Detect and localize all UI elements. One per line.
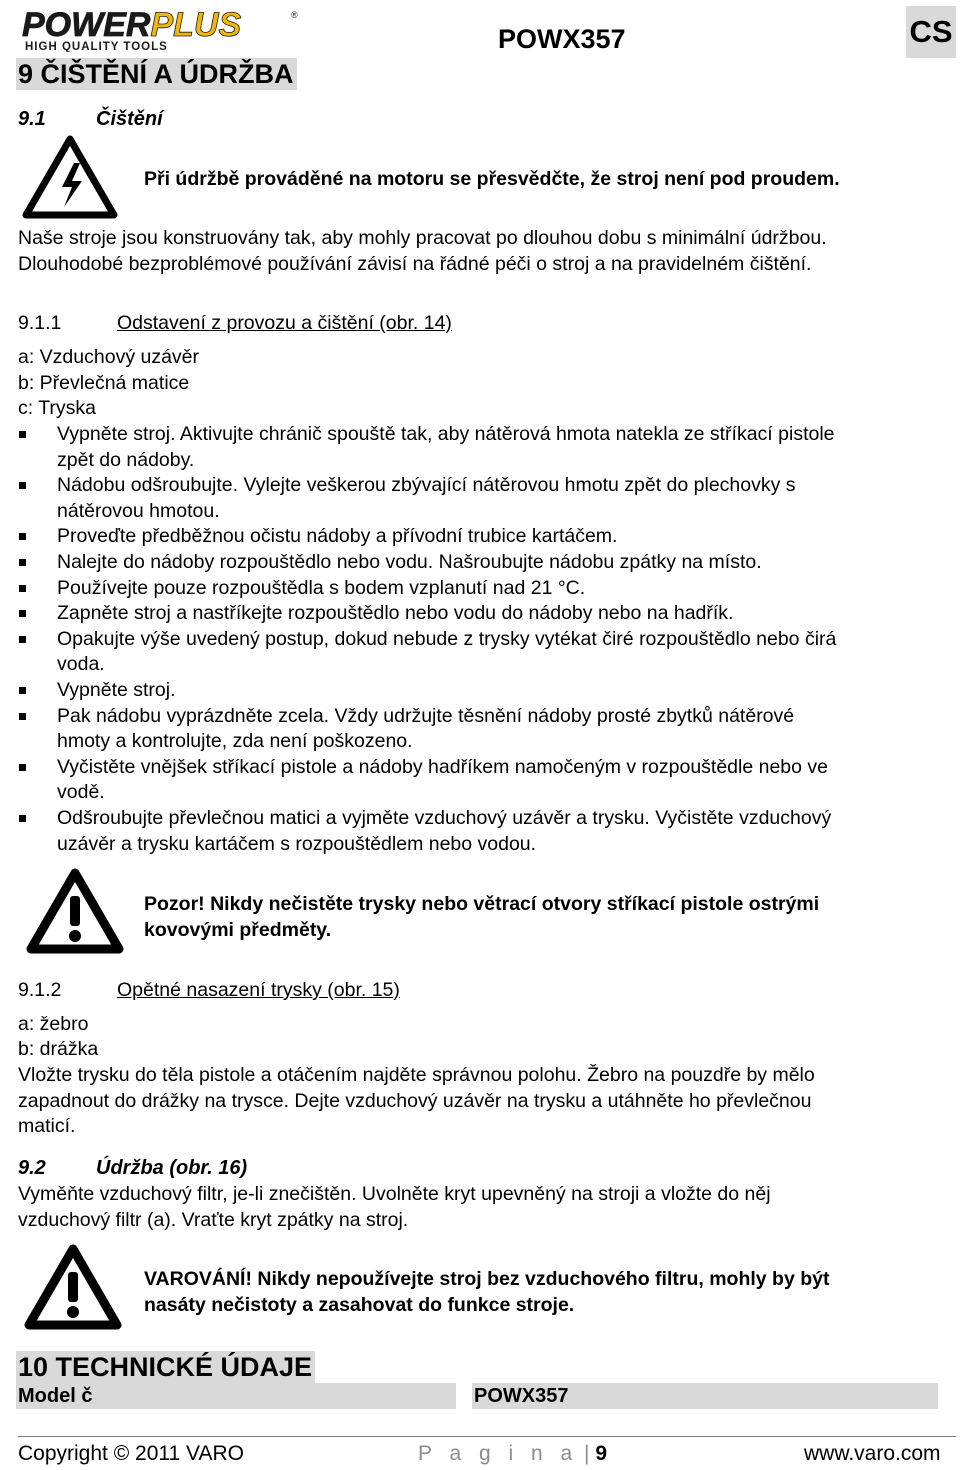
bullet-icon bbox=[19, 559, 26, 566]
subsection-9-1-2-heading bbox=[18, 978, 400, 1004]
warning-sharp-objects-line-1: Pozor! Nikdy nečistěte trysky nebo větrací otvory stříkací pistole ostrými bbox=[144, 893, 820, 915]
list-item-line: Vypněte stroj. bbox=[57, 678, 176, 701]
powerplus-logo bbox=[22, 6, 302, 52]
maintenance-text-line-2: vzduchový filtr (a). Vraťte kryt zpátky na stroj. bbox=[18, 1209, 409, 1231]
spec-label-model: Model č bbox=[16, 1383, 456, 1409]
bullet-icon bbox=[19, 636, 26, 643]
svg-text:®: ® bbox=[291, 10, 298, 20]
logo-graphic bbox=[22, 6, 302, 52]
subsection-9-1-heading bbox=[18, 108, 163, 131]
list-item-line: voda. bbox=[57, 653, 105, 676]
list-item bbox=[18, 627, 958, 678]
subsection-number: 9.2 bbox=[18, 1157, 46, 1179]
bullet-icon bbox=[19, 431, 26, 438]
list-item bbox=[18, 755, 958, 806]
list-item-line: Nádobu odšroubujte. Vylejte veškerou zbývající nátěrovou hmotu zpět do plechovky s bbox=[57, 474, 796, 497]
label-b: b: Převlečná matice bbox=[18, 372, 190, 394]
warning-sharp-objects-line-2: kovovými předměty. bbox=[144, 919, 332, 941]
nozzle-text-line-1: Vložte trysku do těla pistole a otáčením najděte správnou polohu. Žebro na pouzdře by mělo bbox=[18, 1064, 815, 1086]
maintenance-text-line-1: Vyměňte vzduchový filtr, je-li znečištěn. Uvolněte kryt upevněný na stroji a vložte do něj bbox=[18, 1183, 771, 1205]
label-c: c: Tryska bbox=[18, 397, 97, 419]
list-item-line: Opakujte výše uvedený postup, dokud nebude z trysky vytékat čiré rozpouštědlo nebo čirá bbox=[57, 627, 837, 650]
warning-air-filter-line-2: nasáty nečistoty a zasahovat do funkce stroje. bbox=[144, 1294, 575, 1316]
list-item bbox=[18, 550, 958, 576]
list-item bbox=[18, 678, 958, 704]
bullet-icon bbox=[19, 687, 26, 694]
intro-line-2: Dlouhodobé bezproblémové používání závisí na řádné péči o stroj a na pravidelném čištění. bbox=[18, 253, 812, 275]
subsection-9-2-heading bbox=[18, 1157, 247, 1180]
bullet-icon bbox=[19, 713, 26, 720]
list-item-line: Zapněte stroj a nastříkejte rozpouštědlo nebo vodu do nádoby nebo na hadřík. bbox=[57, 602, 734, 625]
list-item-line: Proveďte předběžnou očistu nádoby a přívodní trubice kartáčem. bbox=[57, 525, 618, 548]
header-model: POWX357 bbox=[498, 24, 626, 54]
list-item-line: Pak nádobu vyprázdněte zcela. Vždy udržujte těsnění nádoby prosté zbytků nátěrové bbox=[57, 704, 795, 727]
warning-air-filter-line-1: VAROVÁNÍ! Nikdy nepoužívejte stroj bez vzduchového filtru, mohly by být bbox=[144, 1268, 830, 1290]
list-item-line: nátěrovou hmotou. bbox=[57, 499, 220, 522]
section-9-heading: 9 ČIŠTĚNÍ A ÚDRŽBA bbox=[16, 58, 297, 90]
footer-page bbox=[418, 1440, 607, 1468]
electric-hazard-icon bbox=[22, 135, 118, 219]
cleaning-steps-list bbox=[18, 422, 958, 857]
language-badge: CS bbox=[906, 6, 956, 58]
nozzle-text-line-2: zapadnout do drážky na trysce. Dejte vzduchový uzávěr na trysku a utáhněte ho převlečnou bbox=[18, 1090, 812, 1112]
label-a: a: žebro bbox=[18, 1013, 89, 1035]
bullet-icon bbox=[19, 610, 26, 617]
subsection-title: Odstavení z provozu a čištění (obr. 14) bbox=[117, 312, 452, 334]
label-b: b: drážka bbox=[18, 1038, 99, 1060]
warning-exclamation-icon bbox=[24, 1244, 122, 1330]
bullet-icon bbox=[19, 764, 26, 771]
subsection-number: 9.1.1 bbox=[18, 312, 62, 334]
list-item bbox=[18, 473, 958, 524]
subsection-title: Údržba (obr. 16) bbox=[96, 1157, 248, 1179]
list-item bbox=[18, 601, 958, 627]
warning-power-off: Při údržbě prováděné na motoru se přesvědčte, že stroj není pod proudem. bbox=[144, 168, 840, 190]
subsection-number: 9.1.2 bbox=[18, 979, 62, 1001]
bullet-icon bbox=[19, 533, 26, 540]
list-item bbox=[18, 524, 958, 550]
footer-divider bbox=[18, 1436, 956, 1437]
list-item bbox=[18, 704, 958, 755]
list-item-line: Odšroubujte převlečnou matici a vyjměte vzduchový uzávěr a trysku. Vyčistěte vzduchový bbox=[57, 806, 832, 829]
list-item-line: Vypněte stroj. Aktivujte chránič spouště tak, aby nátěrová hmota natekla ze stříkací pistole bbox=[57, 423, 835, 445]
list-item bbox=[18, 806, 958, 857]
subsection-number: 9.1 bbox=[18, 108, 46, 130]
footer-pagina-label: P a g i n a bbox=[418, 1442, 579, 1465]
list-item-line: Nalejte do nádoby rozpouštědlo nebo vodu. Našroubujte nádobu zpátky na místo. bbox=[57, 550, 762, 573]
list-item-line: zpět do nádoby. bbox=[57, 448, 195, 471]
list-item bbox=[18, 576, 958, 602]
bullet-icon bbox=[19, 815, 26, 822]
section-10-heading: 10 TECHNICKÉ ÚDAJE bbox=[16, 1351, 315, 1383]
footer-copyright: Copyright © 2011 VARO bbox=[18, 1442, 244, 1465]
logo-subtitle: HIGH QUALITY TOOLS bbox=[25, 41, 168, 52]
list-item-line: uzávěr a trysku kartáčem s rozpouštědlem nebo vodou. bbox=[57, 832, 537, 855]
warning-exclamation-icon bbox=[26, 868, 124, 954]
subsection-9-1-1-heading bbox=[18, 311, 452, 337]
intro-line-1: Naše stroje jsou konstruovány tak, aby mohly pracovat po dlouhou dobu s minimální údržbou. bbox=[18, 227, 827, 249]
list-item-line: Vyčistěte vnějšek stříkací pistole a nádoby hadříkem namočeným v rozpouštědle nebo ve bbox=[57, 755, 829, 778]
list-item-line: Používejte pouze rozpouštědla s bodem vzplanutí nad 21 °C. bbox=[57, 576, 586, 599]
nozzle-text-line-3: maticí. bbox=[18, 1115, 76, 1137]
footer-page-separator: | bbox=[584, 1442, 590, 1465]
footer-website: www.varo.com bbox=[804, 1442, 941, 1465]
subsection-title: Čištění bbox=[96, 108, 163, 130]
bullet-icon bbox=[19, 482, 26, 489]
logo-text: POWERPLUS bbox=[22, 6, 242, 44]
label-a: a: Vzduchový uzávěr bbox=[18, 346, 200, 368]
list-item-line: hmoty a kontrolujte, zda není poškozeno. bbox=[57, 730, 413, 753]
list-item bbox=[18, 422, 958, 473]
footer-page-number: 9 bbox=[595, 1442, 608, 1465]
subsection-title: Opětné nasazení trysky (obr. 15) bbox=[117, 979, 400, 1001]
list-item-line: vodě. bbox=[57, 781, 105, 804]
bullet-icon bbox=[19, 585, 26, 592]
spec-value-model: POWX357 bbox=[472, 1383, 938, 1409]
